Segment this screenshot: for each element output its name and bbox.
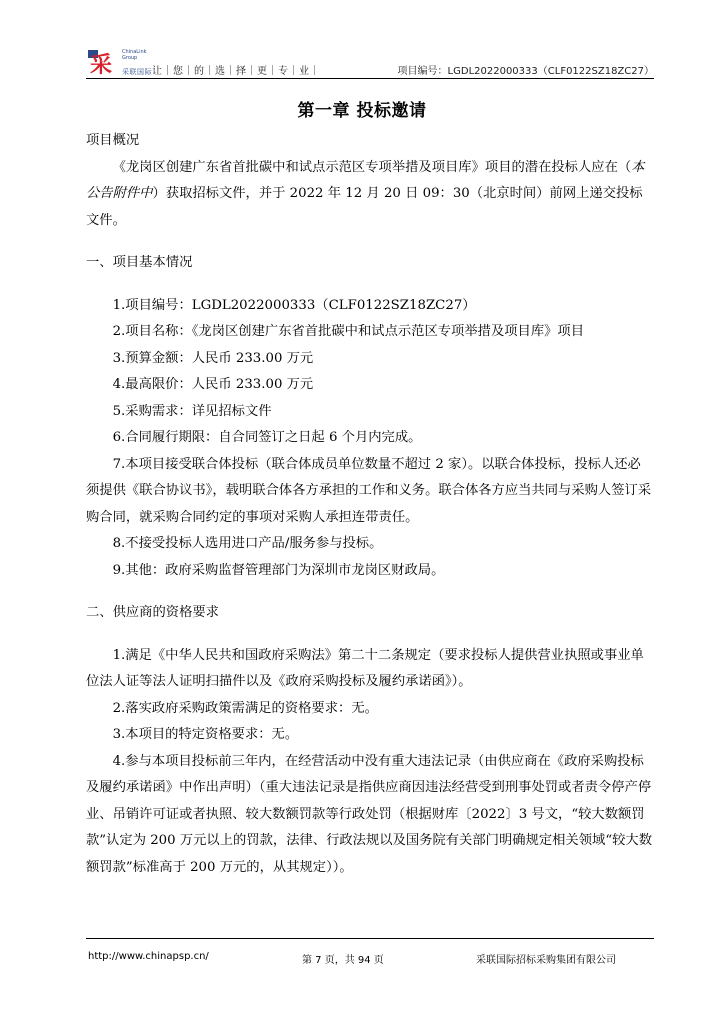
section1-item-8: 8.不接受投标人选用进口产品/服务参与投标。 (112, 536, 383, 551)
section1-item-1: 1.项目编号：LGDL2022000333（CLF0122SZ18ZC27） (112, 297, 476, 313)
section1-item-3: 3.预算金额：人民币 233.00 万元 (112, 350, 314, 366)
header-slogan (122, 62, 320, 77)
document-body (86, 128, 654, 881)
section2-item-3: 3.本项目的特定资格要求：无。 (112, 727, 299, 742)
section2-heading: 二、供应商的资格要求 (86, 605, 219, 620)
logo-text-line2: Group (122, 55, 138, 61)
section1-item-6: 6.合同履行期限：自合同签订之日起 6 个月内完成。 (112, 430, 422, 445)
page-footer (86, 938, 654, 966)
section2-item-4: 4.参与本项目投标前三年内，在经营活动中没有重大违法记录（由供应商在《政府采购投标及履约承诺函》中作出声明）（重大违法记录是指供应商因违法经营受到刑事处罚或者责令停产停业、吊销许可证或者执照、较大数额罚款等行政处罚（根据财库〔2022〕3 号文，“较大数额罚款”认定为 200 万元以上的罚款，法律、行政法规以及国务院有关部门明确规定相关领域“较大数额罚款”标准高于 200 万元的，从其规定））。 (86, 753, 653, 875)
slogan-text: 让｜您｜的｜选｜择｜更｜专｜业｜ (152, 66, 320, 77)
footer-company: 采联国际招标采购集团有限公司 (476, 955, 616, 966)
overview-paragraph (86, 155, 654, 235)
overview-text-2: ）获取招标文件，并于 2022 年 12 月 20 日 09：30（北京时间）前网上递交投标文件。 (86, 186, 643, 228)
overview-text-1: 《龙岗区创建广东省首批碳中和试点示范区专项举措及项目库》项目的潜在投标人应在（ (112, 159, 632, 175)
page-header (86, 48, 654, 79)
brand-name: 采联国际 (122, 68, 152, 76)
header-project-number: 项目编号：LGDL2022000333（CLF0122SZ18ZC27） (397, 66, 654, 77)
overview-italic: 本公告附件中 (86, 159, 645, 201)
section2-item-1: 1.满足《中华人民共和国政府采购法》第二十二条规定（要求投标人提供营业执照或事业单位法人证等法人证明扫描件以及《政府采购投标及履约承诺函》）。 (86, 647, 644, 689)
chapter-title: 第一章 投标邀请 (297, 101, 427, 121)
section2-item-2: 2.落实政府采购政策需满足的资格要求：无。 (112, 700, 378, 716)
footer-page-number: 第 7 页，共 94 页 (302, 955, 384, 966)
svg-text:采: 采 (90, 53, 113, 76)
section1-heading: 一、项目基本情况 (86, 255, 193, 270)
logo-text (122, 49, 147, 61)
logo-text-line1: ChinaLink (122, 49, 147, 55)
section1-item-5: 5.采购需求：详见招标文件 (112, 403, 272, 419)
chinalink-logo-icon (86, 48, 120, 76)
footer-url[interactable]: http://www.chinapsp.cn/ (88, 951, 209, 962)
overview-heading: 项目概况 (86, 133, 140, 148)
section1-item-7: 7.本项目接受联合体投标（联合体成员单位数量不超过 2 家）。以联合体投标，投标人还必须提供《联合协议书》，载明联合体各方承担的工作和义务。联合体各方应当共同与采购人签订采购合同，就采购合同约定的事项对采购人承担连带责任。 (86, 456, 652, 525)
section1-item-9: 9.其他：政府采购监督管理部门为深圳市龙岗区财政局。 (112, 562, 445, 578)
section1-item-4: 4.最高限价：人民币 233.00 万元 (112, 377, 314, 392)
section1-item-2: 2.项目名称：《龙岗区创建广东省首批碳中和试点示范区专项举措及项目库》项目 (112, 324, 585, 339)
